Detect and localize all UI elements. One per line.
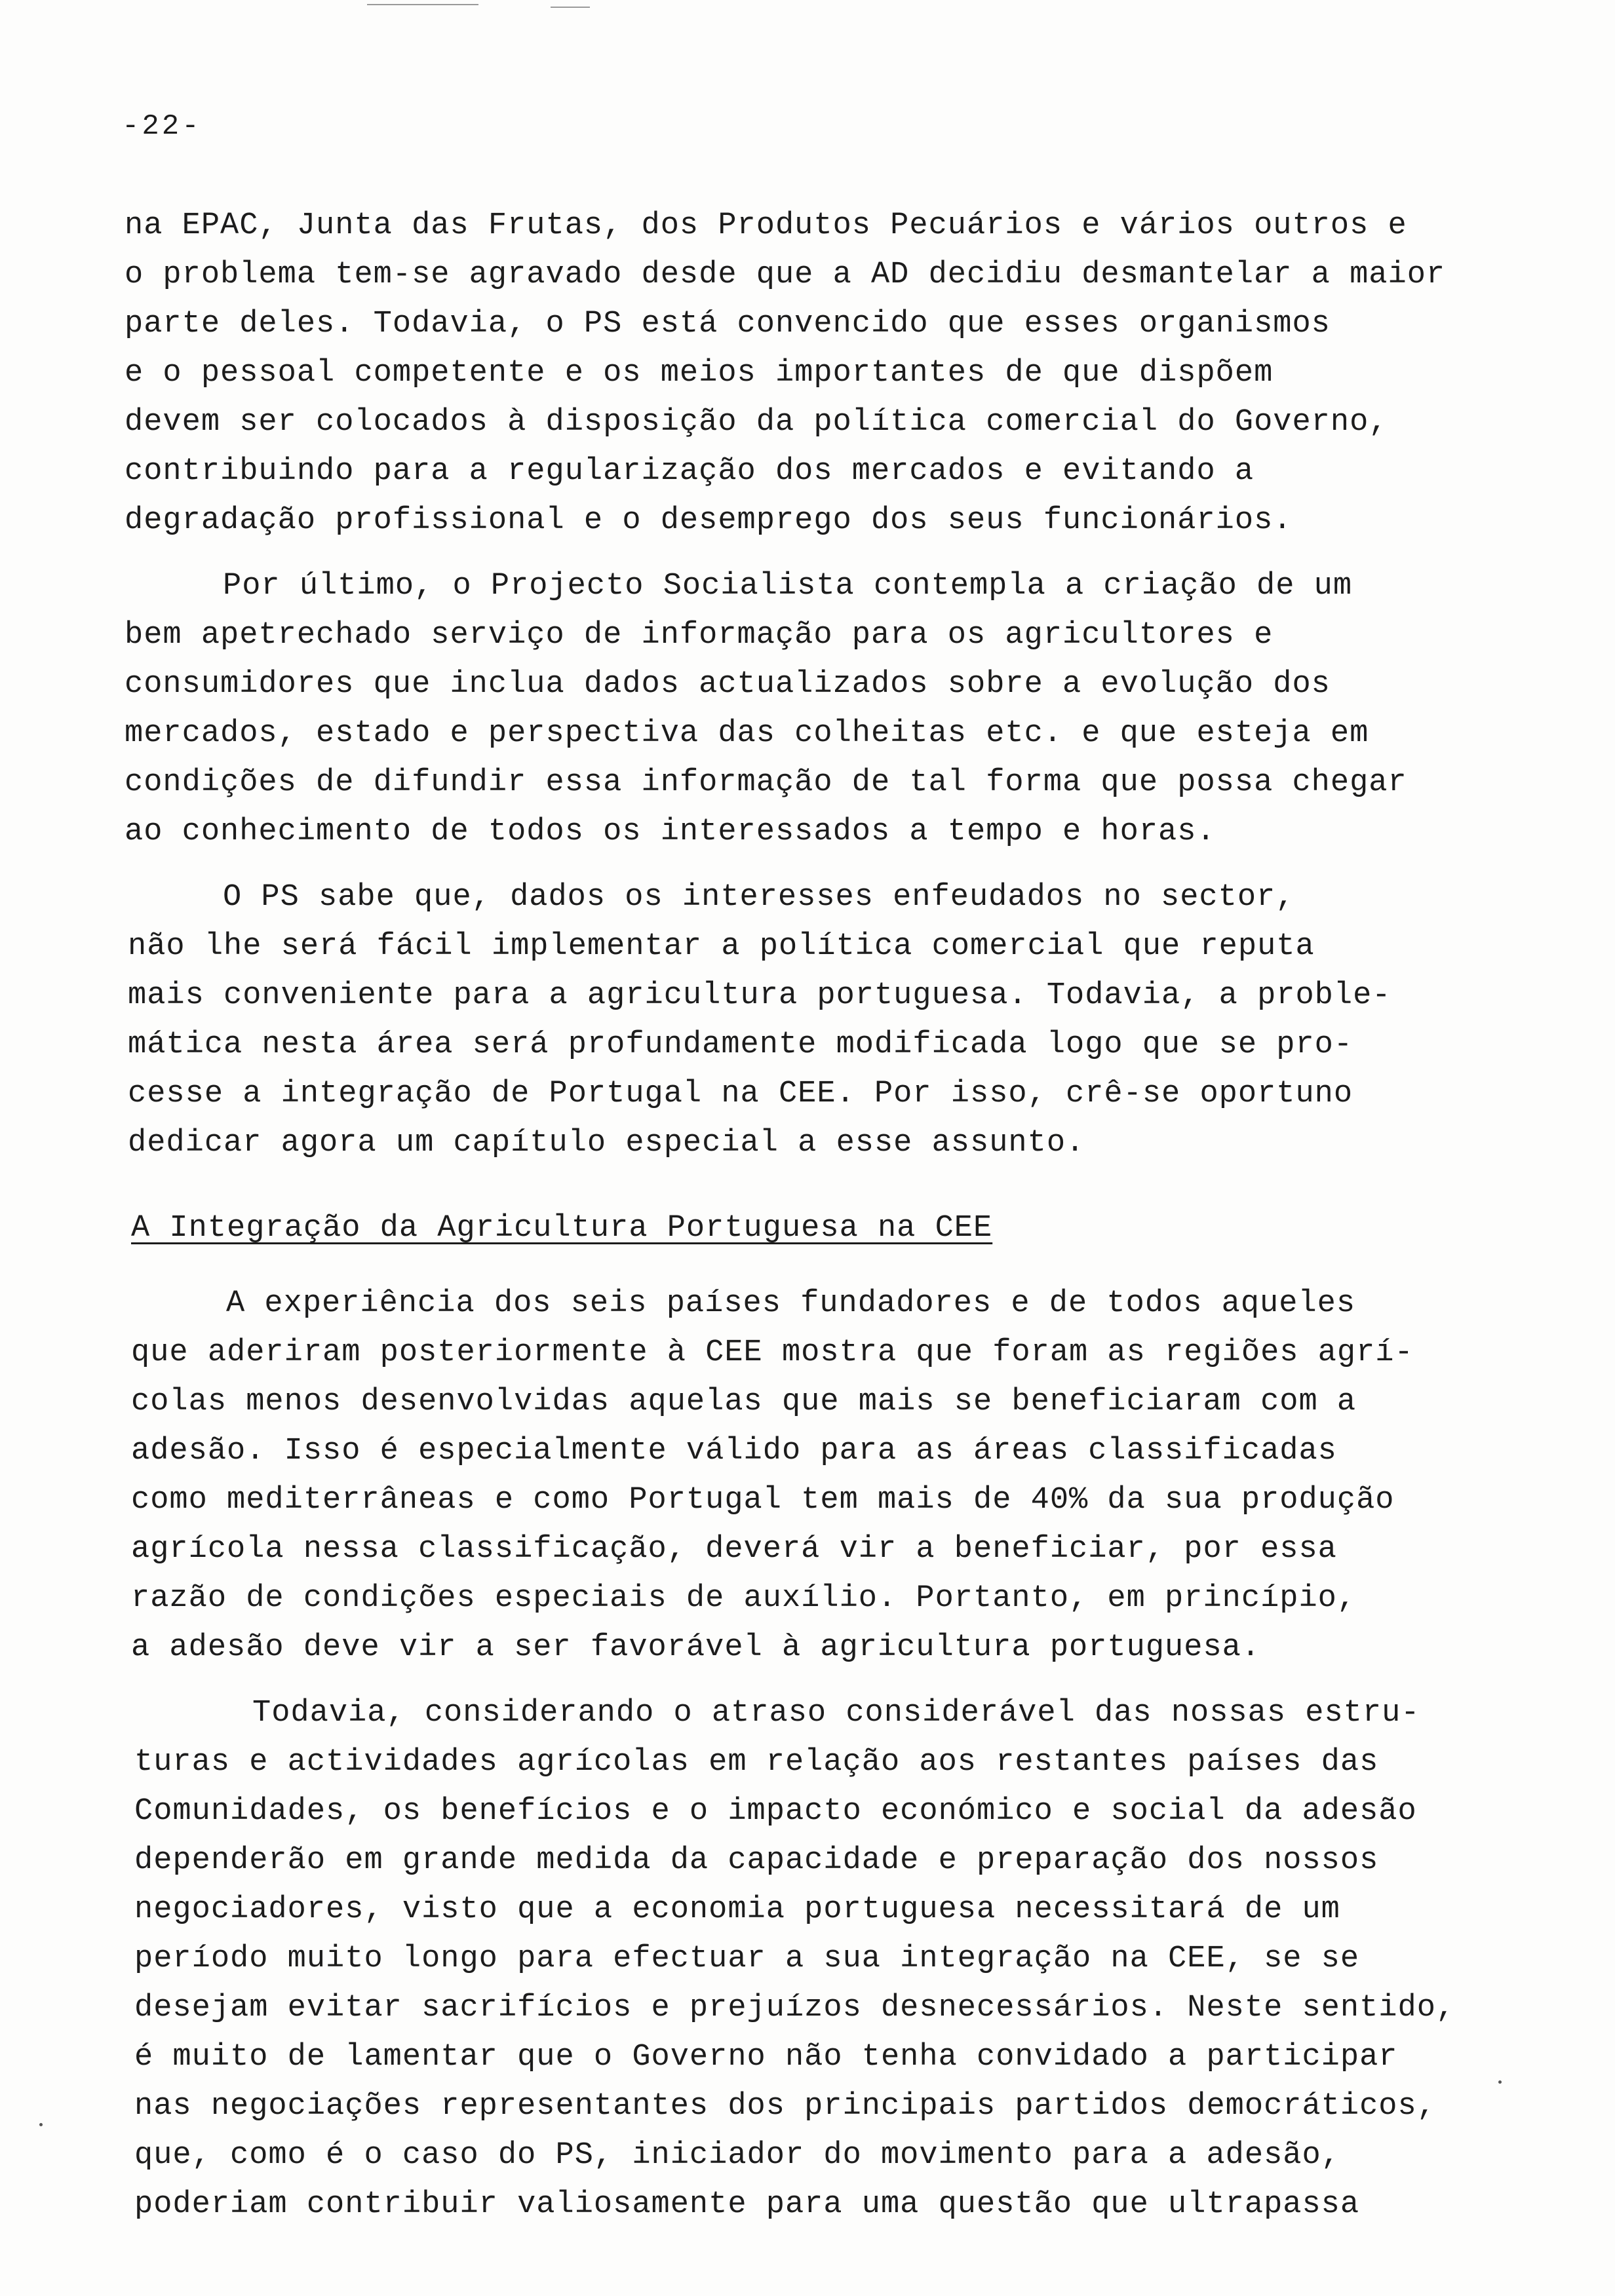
paragraph-3-line-2: não lhe será fácil implementar a política comercial que reputa bbox=[128, 929, 1315, 964]
paragraph-3-line-4: mática nesta área será profundamente modificada logo que se pro- bbox=[128, 1027, 1353, 1062]
paragraph-5-line-6: período muito longo para efectuar a sua integração na CEE, se se bbox=[134, 1942, 1360, 1976]
paragraph-3-line-6: dedicar agora um capítulo especial a esse assunto. bbox=[128, 1126, 1085, 1160]
scan-speck bbox=[39, 2123, 43, 2126]
paragraph-4-line-2: que aderiram posteriormente à CEE mostra que foram as regiões agrí- bbox=[131, 1335, 1414, 1370]
scan-artifact bbox=[551, 7, 590, 8]
paragraph-1-line-7: degradação profissional e o desemprego dos seus funcionários. bbox=[125, 503, 1293, 538]
paragraph-5-line-9: nas negociações representantes dos principais partidos democráticos, bbox=[134, 2089, 1436, 2124]
paragraph-4-line-6: agrícola nessa classificação, deverá vir a beneficiar, por essa bbox=[131, 1532, 1337, 1567]
paragraph-4-line-5: como mediterrâneas e como Portugal tem mais de 40% da sua produção bbox=[131, 1483, 1395, 1518]
paragraph-1-line-6: contribuindo para a regularização dos mercados e evitando a bbox=[125, 454, 1255, 489]
paragraph-5-line-5: negociadores, visto que a economia portuguesa necessitará de um bbox=[134, 1892, 1340, 1927]
paragraph-5-line-1: Todavia, considerando o atraso considerável das nossas estru- bbox=[252, 1696, 1420, 1731]
paragraph-3-line-3: mais conveniente para a agricultura portuguesa. Todavia, a proble- bbox=[128, 978, 1391, 1013]
paragraph-3-line-1: O PS sabe que, dados os interesses enfeudados no sector, bbox=[223, 880, 1295, 915]
paragraph-1-line-1: na EPAC, Junta das Frutas, dos Produtos Pecuários e vários outros e bbox=[125, 208, 1407, 243]
paragraph-5-line-3: Comunidades, os benefícios e o impacto económico e social da adesão bbox=[134, 1794, 1417, 1829]
page-number: -22- bbox=[122, 110, 202, 143]
scan-speck bbox=[1498, 2080, 1502, 2084]
paragraph-3-line-5: cesse a integração de Portugal na CEE. Por isso, crê-se oportuno bbox=[128, 1077, 1353, 1111]
paragraph-1-line-2: o problema tem-se agravado desde que a AD decidiu desmantelar a maior bbox=[125, 258, 1446, 292]
paragraph-4-line-3: colas menos desenvolvidas aquelas que mais se beneficiaram com a bbox=[131, 1385, 1357, 1419]
paragraph-1-line-3: parte deles. Todavia, o PS está convencido que esses organismos bbox=[125, 307, 1331, 341]
paragraph-1-line-5: devem ser colocados à disposição da política comercial do Governo, bbox=[125, 405, 1388, 440]
paragraph-5-line-11: poderiam contribuir valiosamente para uma questão que ultrapassa bbox=[134, 2187, 1360, 2222]
paragraph-2-line-5: condições de difundir essa informação de tal forma que possa chegar bbox=[125, 765, 1407, 800]
paragraph-2-line-3: consumidores que inclua dados actualizados sobre a evolução dos bbox=[125, 667, 1331, 702]
paragraph-5-line-7: desejam evitar sacrifícios e prejuízos desnecessários. Neste sentido, bbox=[134, 1991, 1456, 2025]
paragraph-4-line-1: A experiência dos seis países fundadores e de todos aqueles bbox=[226, 1286, 1356, 1321]
paragraph-4-line-8: a adesão deve vir a ser favorável à agricultura portuguesa. bbox=[131, 1630, 1261, 1665]
paragraph-2-line-4: mercados, estado e perspectiva das colheitas etc. e que esteja em bbox=[125, 716, 1369, 751]
paragraph-4-line-7: razão de condições especiais de auxílio. Portanto, em princípio, bbox=[131, 1581, 1357, 1616]
paragraph-5-line-4: dependerão em grande medida da capacidade e preparação dos nossos bbox=[134, 1843, 1379, 1878]
paragraph-1-line-4: e o pessoal competente e os meios importantes de que dispõem bbox=[125, 356, 1274, 391]
paragraph-2-line-2: bem apetrechado serviço de informação para os agricultores e bbox=[125, 618, 1274, 653]
section-heading: A Integração da Agricultura Portuguesa na CEE bbox=[131, 1211, 993, 1246]
paragraph-5-line-2: turas e actividades agrícolas em relação aos restantes países das bbox=[134, 1745, 1379, 1780]
paragraph-2-line-6: ao conhecimento de todos os interessados a tempo e horas. bbox=[125, 814, 1216, 849]
paragraph-5-line-8: é muito de lamentar que o Governo não tenha convidado a participar bbox=[134, 2040, 1398, 2075]
scan-artifact bbox=[367, 4, 478, 5]
paragraph-4-line-4: adesão. Isso é especialmente válido para as áreas classificadas bbox=[131, 1434, 1337, 1468]
paragraph-2-line-1: Por último, o Projecto Socialista contempla a criação de um bbox=[223, 569, 1353, 603]
paragraph-5-line-10: que, como é o caso do PS, iniciador do movimento para a adesão, bbox=[134, 2138, 1340, 2173]
